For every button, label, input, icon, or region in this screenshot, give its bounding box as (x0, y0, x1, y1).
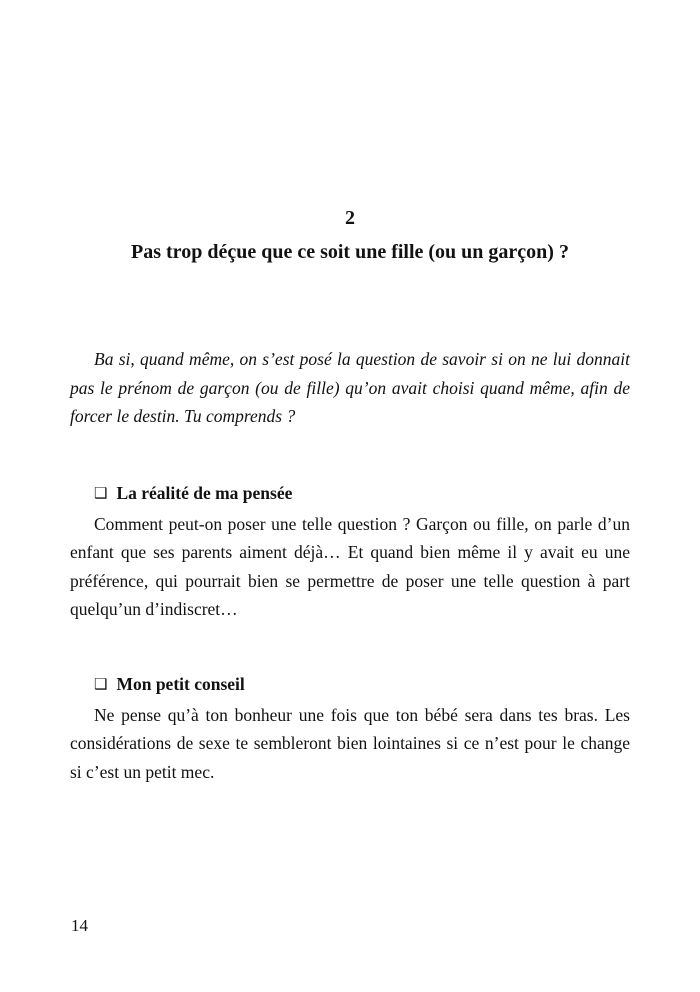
section-paragraph: Comment peut-on poser une telle question ? Garçon ou fille, on parle d’un enfant que ses parents aiment déjà… Et quand bien même il y avait eu une préférence, qui pourrait bien se permettre de poser une telle question à part quelqu’un d’indiscret… (70, 513, 630, 619)
intro-paragraph: Ba si, quand même, on s’est posé la question de savoir si on ne lui donnait pas le prénom de garçon (ou de fille) qu’on avait choisi quand même, afin de forcer le destin. Tu comprends ? (70, 349, 630, 426)
section-realite (70, 480, 630, 624)
section-heading (70, 480, 630, 508)
square-bullet-icon: ❑ (94, 485, 108, 502)
section-conseil (70, 671, 630, 787)
section-heading-label: Mon petit conseil (116, 673, 245, 694)
square-bullet-icon: ❑ (94, 676, 108, 693)
page-number: 14 (71, 916, 88, 935)
section-heading-label: La réalité de ma pensée (116, 482, 293, 503)
chapter-number: 2 (345, 207, 355, 229)
section-paragraph: Ne pense qu’à ton bonheur une fois que ton bébé sera dans tes bras. Les considérations de sexe te sembleront bien lointaines si ce n’est pour le change si c’est un petit mec. (70, 704, 630, 782)
section-heading (70, 671, 630, 699)
chapter-title: Pas trop déçue que ce soit une fille (ou un garçon) ? (131, 241, 569, 263)
